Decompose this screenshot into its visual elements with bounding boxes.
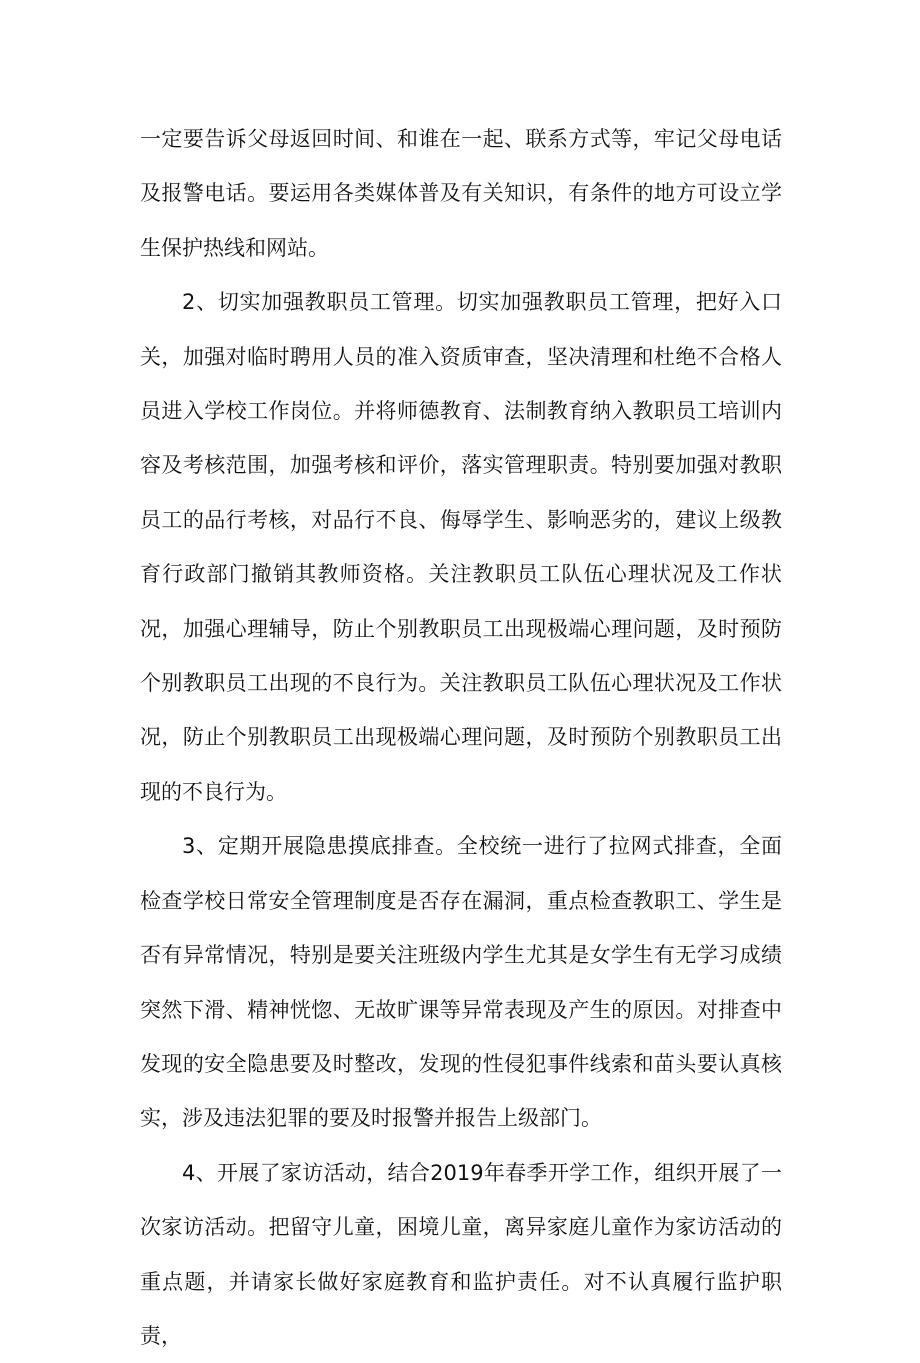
paragraph-staff-management: 2、切实加强教职员工管理。切实加强教职员工管理，把好入口关，加强对临时聘用人员的准入资质审查，坚决清理和杜绝不合格人员进入学校工作岗位。并将师德教育、法制教育纳入教职员工培训内容及考核范围，加强考核和评价，落实管理职责。特别要加强对教职员工的品行考核，对品行不良、侮辱学生、影响恶劣的，建议上级教育行政部门撤销其教师资格。关注教职员工队伍心理状况及工作状况，加强心理辅导，防止个别教职员工出现极端心理问题，及时预防个别教职员工出现的不良行为。关注教职员工队伍心理状况及工作状况，防止个别教职员工出现极端心理问题，及时预防个别教职员工出现的不良行为。 xyxy=(140,290,782,804)
paragraph-safety-contact: 一定要告诉父母返回时间、和谁在一起、联系方式等，牢记父母电话及报警电话。要运用各类媒体普及有关知识，有条件的地方可设立学生保护热线和网站。 xyxy=(140,127,782,260)
paragraph-home-visits: 4、开展了家访活动，结合2019年春季开学工作，组织开展了一次家访活动。把留守儿童，困境儿童，离异家庭儿童作为家访活动的重点题，并请家长做好家庭教育和监护责任。对不认真履行监护职责， xyxy=(140,1160,782,1348)
paragraph-hazard-inspection: 3、定期开展隐患摸底排查。全校统一进行了拉网式排查，全面检查学校日常安全管理制度是否存在漏洞，重点检查教职工、学生是否有异常情况，特别是要关注班级内学生尤其是女学生有无学习成绩突然下滑、精神恍惚、无故旷课等异常表现及产生的原因。对排查中发现的安全隐患要及时整改，发现的性侵犯事件线索和苗头要认真核实，涉及违法犯罪的要及时报警并报告上级部门。 xyxy=(140,834,782,1131)
document-body xyxy=(140,112,782,1363)
